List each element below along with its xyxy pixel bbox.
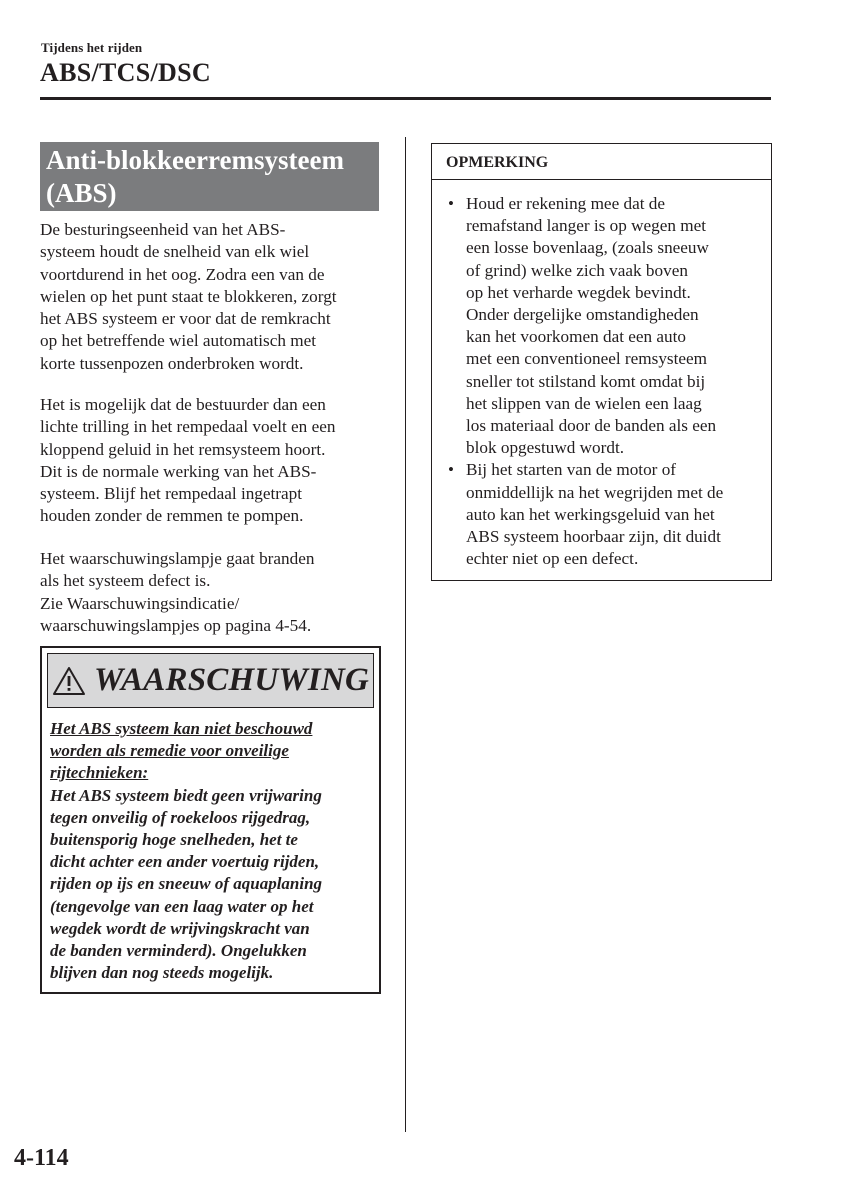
subheading xyxy=(40,142,379,211)
warning-line: de banden verminderd). Ongelukken xyxy=(50,941,307,961)
text-line: het ABS systeem er voor dat de remkracht xyxy=(40,309,331,329)
text-line: echter niet op een defect. xyxy=(466,549,639,569)
note-title: OPMERKING xyxy=(432,144,771,180)
text-line: wielen op het punt staat te blokkeren, zorgt xyxy=(40,286,337,306)
text-line: ABS systeem hoorbaar zijn, dit duidt xyxy=(466,527,721,547)
text-line: op het verharde wegdek bevindt. xyxy=(466,282,691,302)
warning-line: (tengevolge van een laag water op het xyxy=(50,896,314,916)
text-line: een losse bovenlaag, (zoals sneeuw xyxy=(466,238,709,258)
text-line: Zie Waarschuwingsindicatie/ xyxy=(40,593,240,613)
text-line: of grind) welke zich vaak boven xyxy=(466,260,688,280)
bullet-icon: • xyxy=(448,194,454,213)
text-line: Het waarschuwingslampje gaat branden xyxy=(40,549,315,568)
text-line: Onder dergelijke omstandigheden xyxy=(466,305,699,325)
warning-line: buitensporig hoge snelheden, het te xyxy=(50,830,298,850)
text-line: onmiddellijk na het wegrijden met de xyxy=(466,482,724,502)
warning-triangle-icon xyxy=(52,666,86,696)
header-rule xyxy=(40,97,771,100)
note-item xyxy=(432,193,773,459)
page-number: 4-114 xyxy=(14,1145,69,1171)
column-divider xyxy=(405,137,406,1132)
warning-title: WAARSCHUWING xyxy=(93,662,370,698)
text-line: blok opgestuwd wordt. xyxy=(466,438,625,458)
warning-body xyxy=(50,718,375,984)
note-item-text xyxy=(466,193,773,459)
warning-line: wegdek wordt de wrijvingskracht van xyxy=(50,918,310,938)
note-item xyxy=(432,459,773,570)
text-line: houden zonder de remmen te pompen. xyxy=(40,506,304,526)
subheading-line: (ABS) xyxy=(46,178,117,208)
warning-box xyxy=(40,646,381,994)
text-line: op het betreffende wiel automatisch met xyxy=(40,331,317,351)
text-line: voortdurend in het oog. Zodra een van de xyxy=(40,264,325,284)
text-line: systeem houdt de snelheid van elk wiel xyxy=(40,242,310,262)
note-box xyxy=(431,143,772,581)
text-line: Het is mogelijk dat de bestuurder dan een xyxy=(40,395,326,414)
text-line: Bij het starten van de motor of xyxy=(466,460,677,480)
warning-line: blijven dan nog steeds mogelijk. xyxy=(50,963,274,983)
text-line: Houd er rekening mee dat de xyxy=(466,194,666,213)
warning-line: dicht achter een ander voertuig rijden, xyxy=(50,852,320,872)
warning-line: Het ABS systeem biedt geen vrijwaring xyxy=(50,785,322,805)
text-line: als het systeem defect is. xyxy=(40,571,211,591)
warning-line: rijden op ijs en sneeuw of aquaplaning xyxy=(50,874,323,894)
note-list xyxy=(432,193,773,570)
bullet-icon: • xyxy=(448,460,454,480)
text-line: systeem. Blijf het rempedaal ingetrapt xyxy=(40,484,303,504)
text-line: sneller tot stilstand komt omdat bij xyxy=(466,371,706,391)
page-title: ABS/TCS/DSC xyxy=(40,58,211,87)
text-line: remafstand langer is op wegen met xyxy=(466,216,707,236)
note-item-text xyxy=(466,459,773,570)
warning-header xyxy=(47,653,374,708)
text-line: het slippen van de wielen een laag xyxy=(466,393,702,413)
warning-underlined-line: rijtechnieken: xyxy=(50,763,149,783)
text-line: auto kan het werkingsgeluid van het xyxy=(466,504,715,524)
paragraph-warning-lamp xyxy=(40,548,385,637)
text-line: kloppend geluid in het remsysteem hoort. xyxy=(40,439,326,459)
warning-underlined-line: Het ABS systeem kan niet beschouwd xyxy=(50,719,313,738)
warning-line: tegen onveilig of roekeloos rijgedrag, xyxy=(50,807,311,827)
text-line: met een conventioneel remsysteem xyxy=(466,349,708,369)
text-line: los materiaal door de banden als een xyxy=(466,416,717,436)
text-line: Dit is de normale werking van het ABS- xyxy=(40,461,317,481)
text-line: korte tussenpozen onderbroken wordt. xyxy=(40,353,304,373)
text-line: lichte trilling in het rempedaal voelt en een xyxy=(40,417,336,437)
warning-underlined-line: worden als remedie voor onveilige xyxy=(50,741,289,761)
breadcrumb: Tijdens het rijden xyxy=(41,40,143,55)
text-line: kan het voorkomen dat een auto xyxy=(466,327,687,347)
paragraph-abs-intro xyxy=(40,219,385,375)
text-line: De besturingseenheid van het ABS- xyxy=(40,220,286,239)
text-line: waarschuwingslampjes op pagina 4-54. xyxy=(40,615,312,635)
paragraph-vibration xyxy=(40,394,385,528)
subheading-line: Anti-blokkeerremsysteem xyxy=(46,145,344,175)
